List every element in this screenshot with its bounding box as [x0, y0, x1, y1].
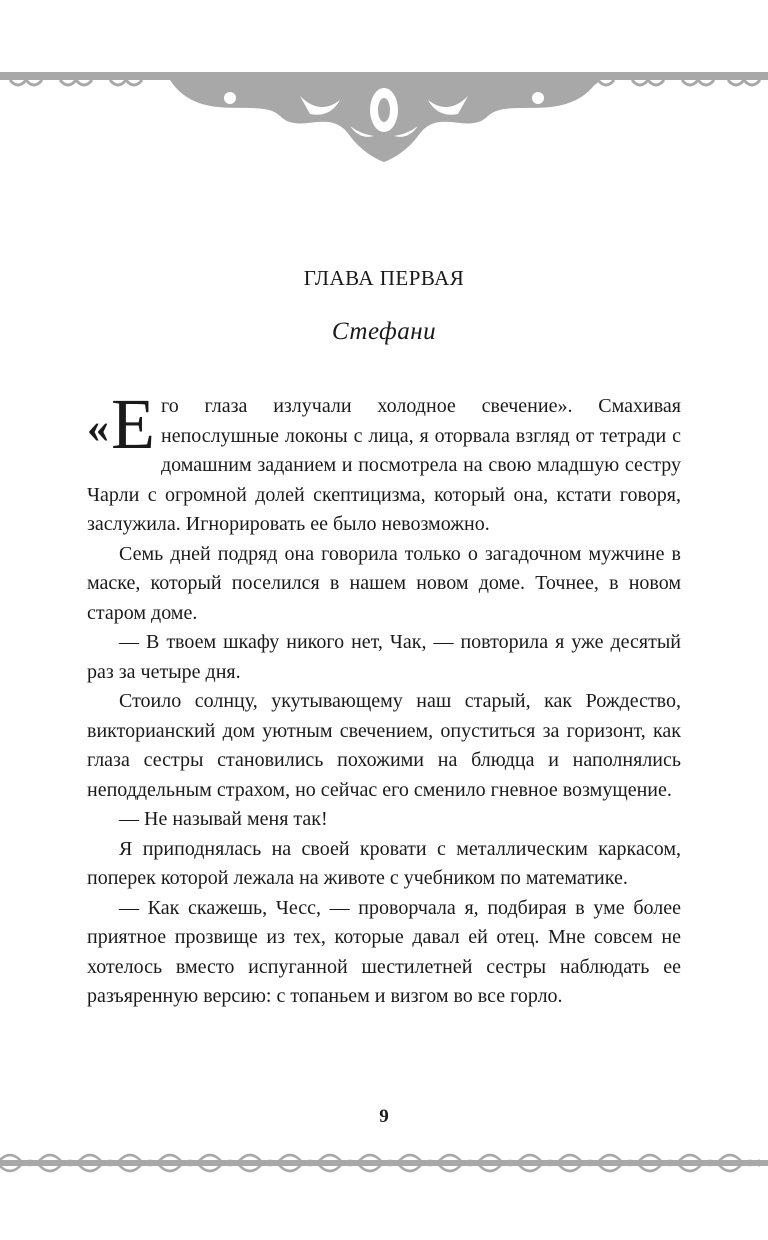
- paragraph-text: го глаза излучали холодное свечение». Смахивая непослушные локоны с лица, я оторвала взгляд от тетради с домашним заданием и посмотрела на свою младшую сестру Чарли с огромной долей скептицизма, который она, кстати говоря, заслужила. Игнорировать ее было невозможно.: [87, 395, 681, 535]
- paragraph: — Не называй меня так!: [119, 808, 328, 830]
- paragraph: [87, 384, 681, 540]
- top-ornament-banner: [0, 66, 768, 166]
- paragraph: Семь дней подряд она говорила только о загадочном мужчине в маске, который поселился в нашем новом доме. Точнее, в новом старом доме.: [87, 542, 681, 624]
- chapter-subtitle: Стефани: [331, 318, 437, 345]
- body-text: [87, 384, 681, 1012]
- bottom-ornament-band: [0, 1150, 768, 1176]
- paragraph: — Как скажешь, Чесс, — проворчала я, подбирая в уме более приятное прозвище из тех, которые давал ей отец. Мне совсем не хотелось вместо испуганной шестилетней сестры наблюдать ее разъяренную версию: с топаньем и визгом во все горло.: [87, 896, 681, 1007]
- page-number: 9: [379, 1106, 389, 1127]
- chapter-title: ГЛАВА ПЕРВАЯ: [303, 266, 465, 290]
- paragraph: Стоило солнцу, укутывающему наш старый, как Рождество, викторианский дом уютным свечением, опуститься за горизонт, как глаза сестры становились похожими на блюдца и наполнялись неподдельным страхом, но сейчас его сменило гневное возмущение.: [87, 690, 681, 801]
- opening-quote-mark: «: [87, 403, 109, 452]
- drop-cap: [87, 384, 155, 464]
- paragraph: Я приподнялась на своей кровати с металлическим каркасом, поперек которой лежала на животе с учебником по математике.: [87, 837, 681, 889]
- drop-cap-letter: Е: [111, 384, 155, 464]
- paragraph: — В твоем шкафу никого нет, Чак, — повторила я уже десятый раз за четыре дня.: [87, 631, 681, 683]
